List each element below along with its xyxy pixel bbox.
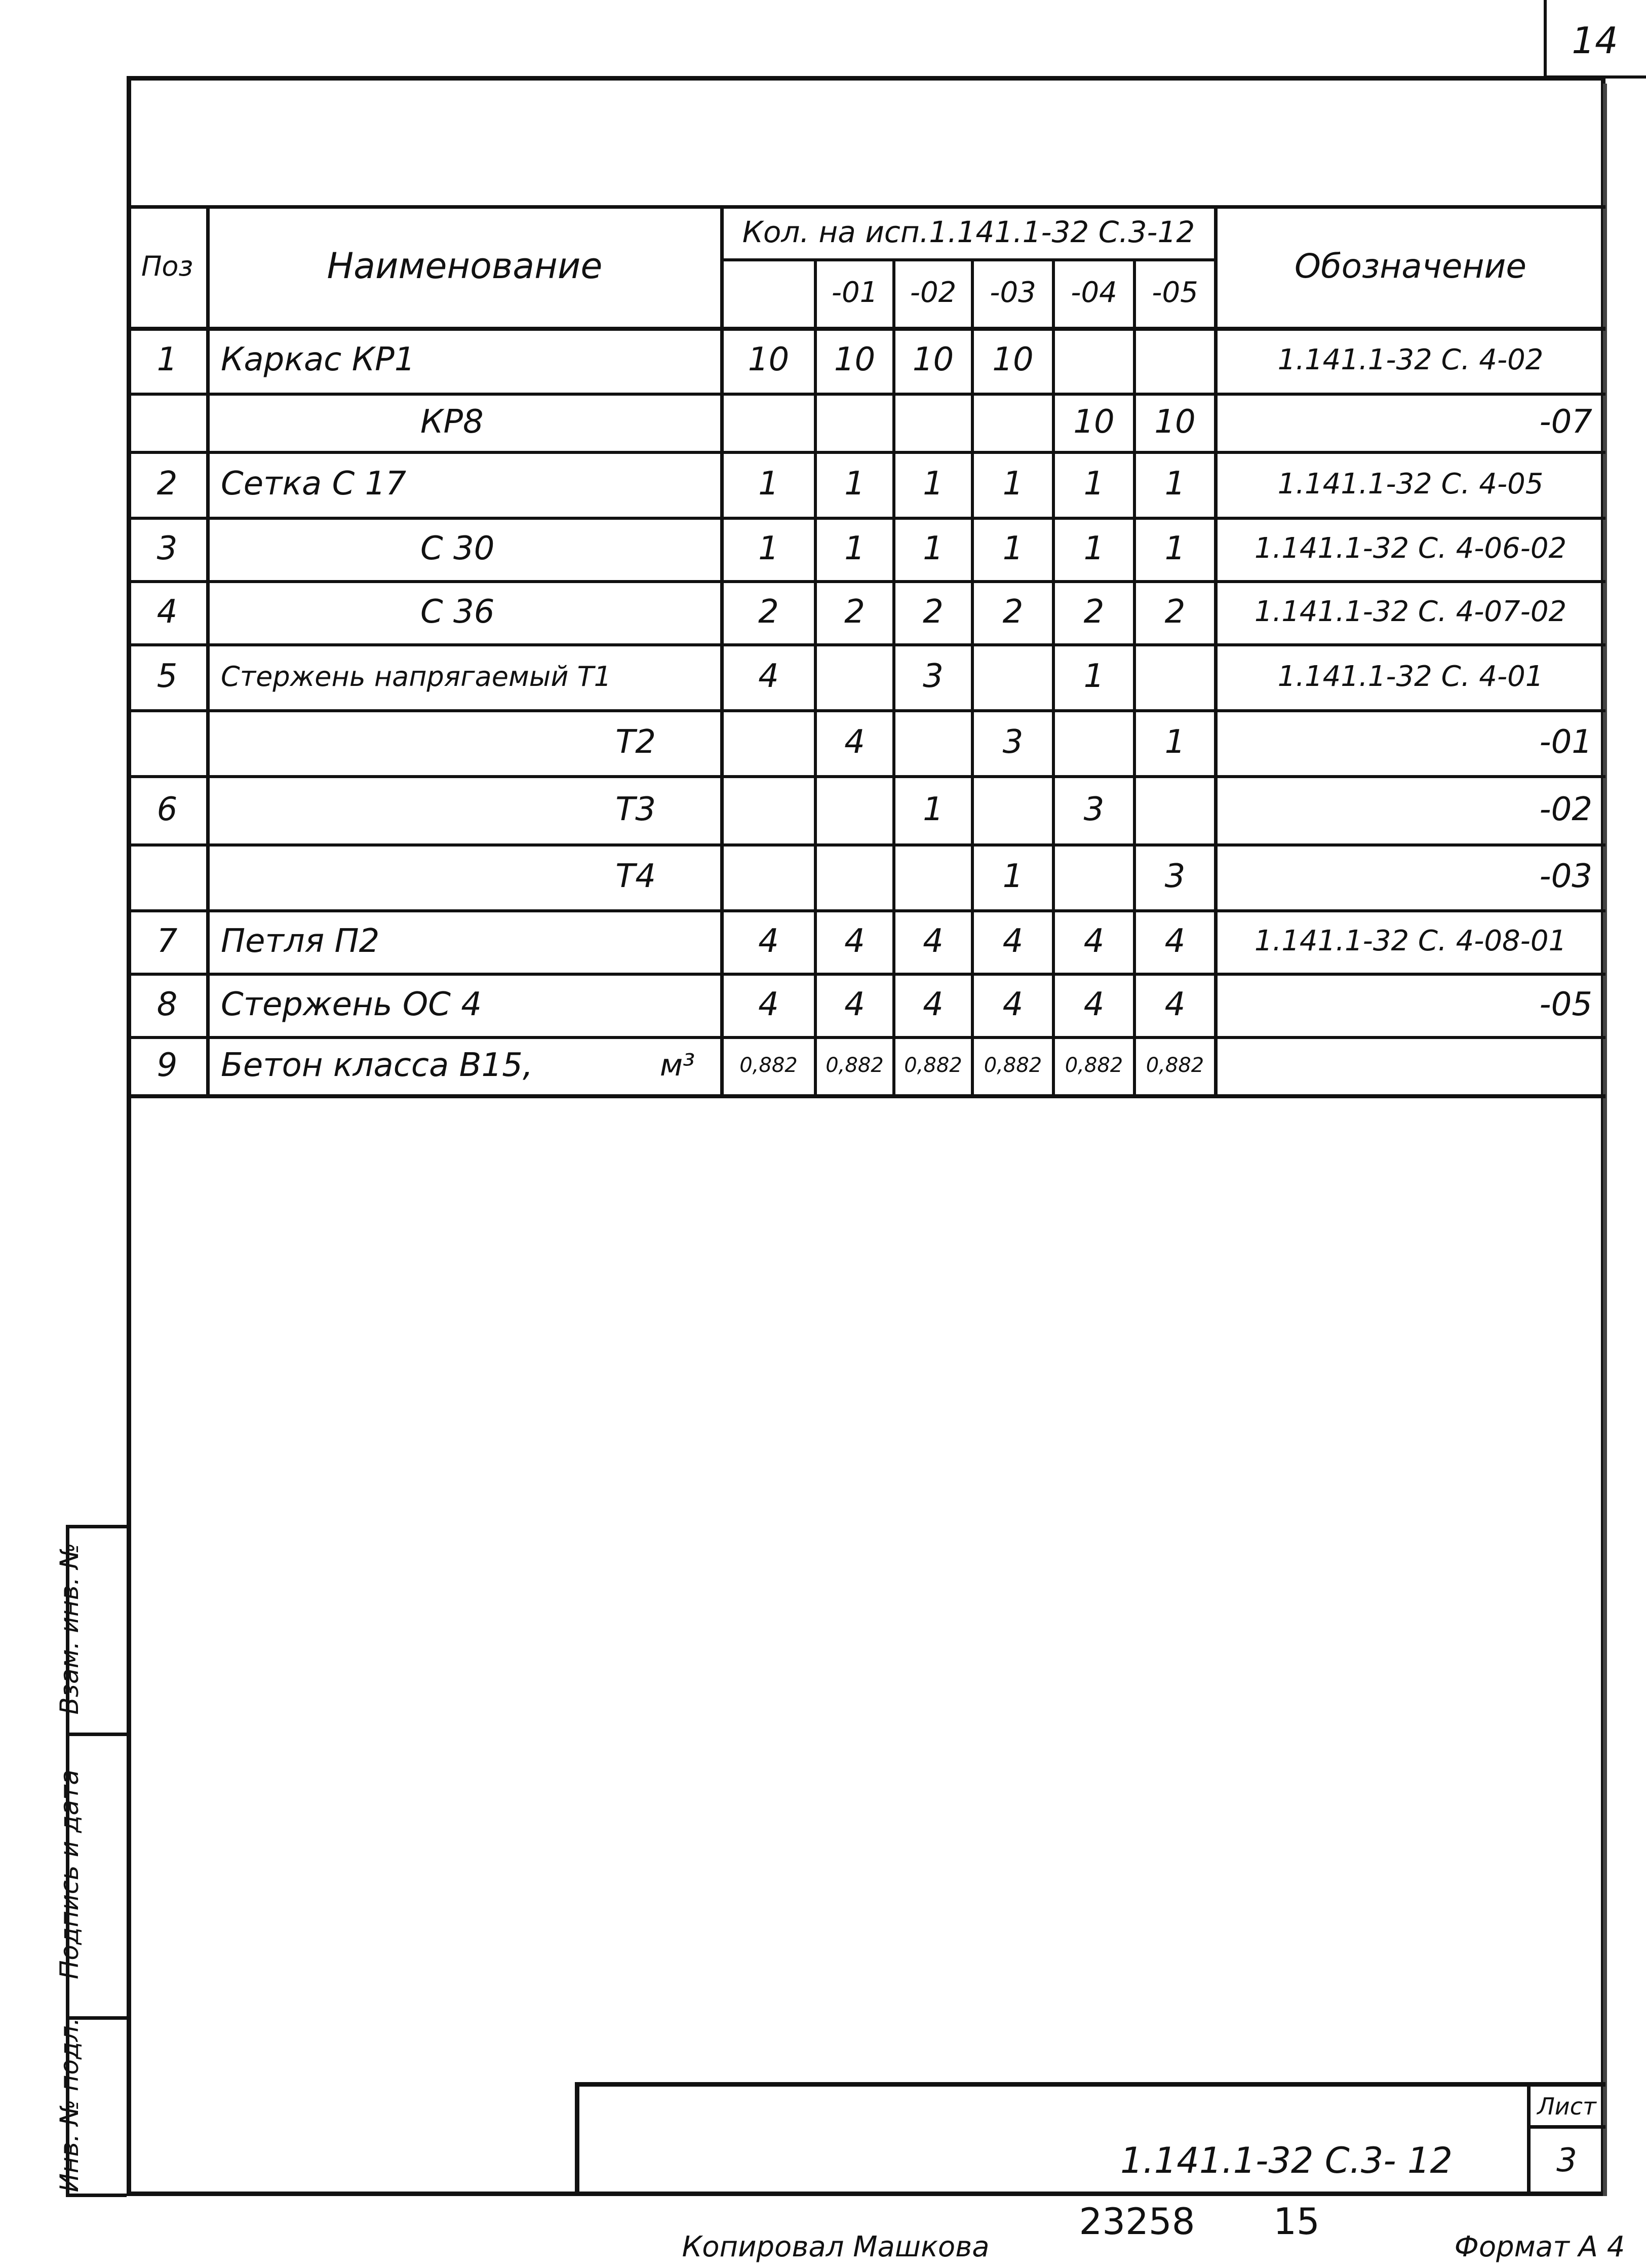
row-quantity: 1 [1164, 723, 1186, 761]
row-quantity: 0,882 [826, 1053, 884, 1077]
sheet-label: Лист [1537, 2092, 1596, 2120]
row-pos: 6 [156, 790, 178, 828]
row-quantity [722, 843, 815, 909]
table-bottom-rule [127, 1094, 1605, 1098]
row-pos: 2 [156, 465, 178, 503]
row-quantity: 0,882 [739, 1053, 798, 1077]
row-quantity [1053, 843, 1134, 909]
row-quantity: 0,882 [1146, 1053, 1204, 1077]
row-quantity: 4 [1002, 985, 1024, 1023]
header-variant: -03 [990, 276, 1036, 309]
row-name: Стержень ОС 4 [221, 985, 482, 1023]
row-quantity [722, 709, 815, 775]
row-quantity: 2 [1164, 593, 1186, 631]
stamp-podpis: Подпись и дата [55, 1769, 84, 1980]
row-quantity: 1 [1083, 658, 1105, 695]
stamp-vzam: Взам. инв. № [55, 1543, 84, 1715]
row-name: Бетон класса В15, [221, 1046, 533, 1084]
header-variant [722, 258, 815, 327]
row-quantity [894, 709, 972, 775]
row-quantity [1053, 327, 1134, 393]
row-quantity: 2 [844, 593, 865, 631]
row-quantity: 1 [844, 465, 865, 503]
row-pos: 4 [156, 593, 178, 631]
row-name: Сетка С 17 [221, 465, 407, 503]
order-num-2: 15 [1273, 2200, 1320, 2243]
row-name: КР8 [420, 403, 484, 441]
row-designation: 1.141.1-32 С. 4-02 [1277, 343, 1544, 376]
document-code: 1.141.1-32 С.3- 12 [1120, 2140, 1453, 2181]
row-designation: 1.141.1-32 С. 4-08-01 [1254, 925, 1567, 957]
row-designation: -05 [1539, 985, 1592, 1023]
row-unit: м³ [659, 1047, 695, 1083]
row-name: С 36 [420, 593, 495, 631]
sheet-number: 3 [1556, 2142, 1577, 2179]
row-quantity [815, 643, 894, 709]
row-quantity: 10 [834, 341, 876, 378]
row-quantity: 4 [844, 723, 865, 761]
row-quantity: 3 [923, 658, 944, 695]
stamp-inv: Инв. № подл. [55, 2017, 84, 2193]
row-quantity: 1 [1083, 529, 1105, 567]
row-quantity: 1 [1002, 858, 1024, 895]
row-name: Т2 [615, 723, 656, 761]
row-quantity [1134, 775, 1216, 843]
row-quantity: 1 [923, 465, 944, 503]
row-quantity: 3 [1002, 723, 1024, 761]
row-quantity: 2 [923, 593, 944, 631]
row-quantity: 3 [1164, 858, 1186, 895]
row-quantity: 1 [844, 529, 865, 567]
row-quantity: 1 [923, 790, 944, 828]
row-quantity: 3 [1083, 790, 1105, 828]
row-quantity [1134, 327, 1216, 393]
row-designation: 1.141.1-32 С. 4-01 [1277, 660, 1544, 693]
row-quantity: 10 [748, 341, 790, 378]
row-designation: -01 [1539, 723, 1592, 761]
row-pos: 9 [156, 1046, 178, 1084]
row-quantity [894, 393, 972, 451]
row-pos: 1 [156, 341, 178, 378]
row-quantity: 2 [1083, 593, 1105, 631]
row-quantity: 0,882 [984, 1053, 1042, 1077]
row-quantity [815, 393, 894, 451]
row-quantity: 4 [758, 985, 779, 1023]
row-quantity: 4 [1083, 922, 1105, 960]
row-quantity [722, 775, 815, 843]
order-number: 23258 [1079, 2200, 1195, 2243]
row-quantity: 4 [923, 922, 944, 960]
paper-format: Формат А 4 [1454, 2230, 1625, 2263]
row-quantity: 1 [758, 465, 779, 503]
row-quantity: 1 [1164, 529, 1186, 567]
row-designation: -02 [1539, 790, 1592, 828]
row-quantity: 1 [923, 529, 944, 567]
header-qty-group: Кол. на исп.1.141.1-32 С.3-12 [742, 214, 1195, 249]
row-pos: 5 [156, 658, 178, 695]
row-quantity [1053, 709, 1134, 775]
header-variant: -01 [831, 276, 878, 309]
row-quantity: 4 [758, 658, 779, 695]
row-quantity: 1 [758, 529, 779, 567]
row-quantity: 10 [1154, 403, 1196, 441]
row-quantity: 4 [844, 922, 865, 960]
row-quantity: 2 [758, 593, 779, 631]
row-quantity: 4 [1164, 985, 1186, 1023]
row-pos [127, 843, 208, 909]
row-quantity: 4 [758, 922, 779, 960]
row-quantity: 4 [1083, 985, 1105, 1023]
row-quantity [815, 775, 894, 843]
row-designation: -07 [1539, 403, 1592, 441]
row-quantity [815, 843, 894, 909]
row-name: Каркас КР1 [221, 341, 415, 378]
row-quantity: 1 [1164, 465, 1186, 503]
row-quantity: 4 [1002, 922, 1024, 960]
row-designation: -03 [1539, 858, 1592, 895]
row-quantity: 1 [1083, 465, 1105, 503]
row-quantity: 1 [1002, 529, 1024, 567]
row-designation [1216, 1036, 1605, 1094]
header-variant: -02 [910, 276, 957, 309]
row-quantity [894, 843, 972, 909]
header-designation: Обозначение [1295, 246, 1526, 286]
row-name: Петля П2 [221, 922, 380, 960]
row-designation: 1.141.1-32 С. 4-07-02 [1254, 595, 1567, 628]
row-quantity [1134, 643, 1216, 709]
row-pos [127, 393, 208, 451]
row-quantity [722, 393, 815, 451]
row-name: Т4 [615, 858, 656, 895]
row-name: Т3 [615, 790, 656, 828]
row-pos: 7 [156, 922, 178, 960]
row-quantity: 4 [844, 985, 865, 1023]
header-variant: -05 [1152, 276, 1198, 309]
row-pos: 8 [156, 985, 178, 1023]
row-quantity: 2 [1002, 593, 1024, 631]
row-quantity [972, 643, 1053, 709]
row-designation: 1.141.1-32 С. 4-05 [1277, 467, 1544, 501]
row-quantity: 10 [992, 341, 1034, 378]
header-variant: -04 [1071, 276, 1117, 309]
row-designation: 1.141.1-32 С. 4-06-02 [1254, 532, 1567, 565]
copied-by: Копировал Машкова [682, 2230, 990, 2263]
header-name: Наименование [327, 245, 603, 287]
row-quantity [972, 393, 1053, 451]
row-pos: 3 [156, 529, 178, 567]
row-name: С 30 [420, 529, 495, 567]
row-quantity: 4 [1164, 922, 1186, 960]
row-quantity: 10 [1073, 403, 1115, 441]
page-number: 14 [1572, 19, 1618, 62]
row-quantity: 4 [923, 985, 944, 1023]
row-pos [127, 709, 208, 775]
row-quantity: 0,882 [1065, 1053, 1123, 1077]
header-pos: Поз [141, 250, 193, 282]
row-name: Стержень напрягаемый Т1 [221, 660, 611, 693]
row-quantity: 10 [912, 341, 954, 378]
row-quantity [972, 775, 1053, 843]
row-quantity: 0,882 [904, 1053, 962, 1077]
row-quantity: 1 [1002, 465, 1024, 503]
